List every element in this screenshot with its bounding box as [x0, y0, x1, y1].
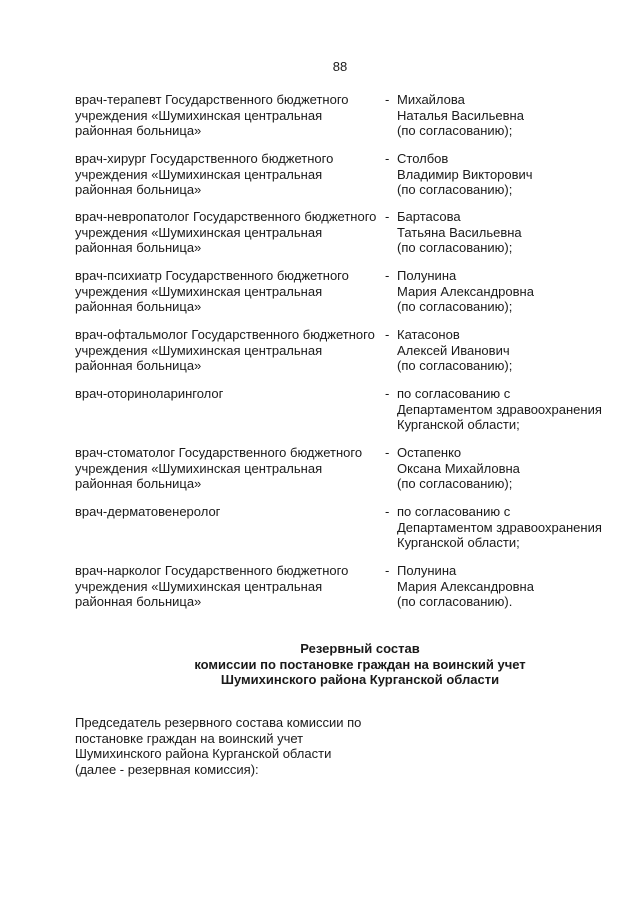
entry-person: Столбов Владимир Викторович (по согласованию);: [397, 151, 533, 197]
entry-dash: -: [385, 563, 390, 578]
entry-dash: -: [385, 445, 390, 460]
page-number: 88: [332, 59, 348, 74]
entry-role: врач-дерматовенеролог: [75, 504, 221, 519]
entry-person: Михайлова Наталья Васильевна (по согласованию);: [397, 92, 524, 138]
reserve-section-title: Резервный состав комиссии по постановке граждан на воинский учет Шумихинского района Курганской области: [194, 641, 526, 687]
entry-dash: -: [385, 386, 390, 401]
chairman-paragraph: Председатель резервного состава комиссии по постановке граждан на воинский учет Шумихинского района Курганской области (далее - резервная комиссия):: [75, 715, 362, 777]
entry-role: врач-психиатр Государственного бюджетного учреждения «Шумихинская центральная районная больница»: [75, 268, 349, 314]
entry-dash: -: [385, 268, 390, 283]
entry-person: Катасонов Алексей Иванович (по согласованию);: [397, 327, 513, 373]
entry-role: врач-терапевт Государственного бюджетного учреждения «Шумихинская центральная районная больница»: [75, 92, 349, 138]
entry-dash: -: [385, 151, 390, 166]
entry-person: Остапенко Оксана Михайловна (по согласованию);: [397, 445, 520, 491]
entry-dash: -: [385, 504, 390, 519]
entry-person: по согласованию с Департаментом здравоохранения Курганской области;: [397, 386, 602, 432]
entry-role: врач-офтальмолог Государственного бюджетного учреждения «Шумихинская центральная районная больница»: [75, 327, 375, 373]
entry-role: врач-нарколог Государственного бюджетного учреждения «Шумихинская центральная районная больница»: [75, 563, 349, 609]
entry-person: по согласованию с Департаментом здравоохранения Курганской области;: [397, 504, 602, 550]
entry-dash: -: [385, 92, 390, 107]
entry-person: Полунина Мария Александровна (по согласованию);: [397, 268, 534, 314]
entry-role: врач-стоматолог Государственного бюджетного учреждения «Шумихинская центральная районная больница»: [75, 445, 363, 491]
entry-person: Бартасова Татьяна Васильевна (по согласованию);: [397, 209, 522, 255]
entry-person: Полунина Мария Александровна (по согласованию).: [397, 563, 534, 609]
entry-role: врач-невропатолог Государственного бюджетного учреждения «Шумихинская центральная районная больница»: [75, 209, 377, 255]
entry-role: врач-оториноларинголог: [75, 386, 224, 401]
entry-dash: -: [385, 327, 390, 342]
entry-dash: -: [385, 209, 390, 224]
entry-role: врач-хирург Государственного бюджетного учреждения «Шумихинская центральная районная больница»: [75, 151, 334, 197]
